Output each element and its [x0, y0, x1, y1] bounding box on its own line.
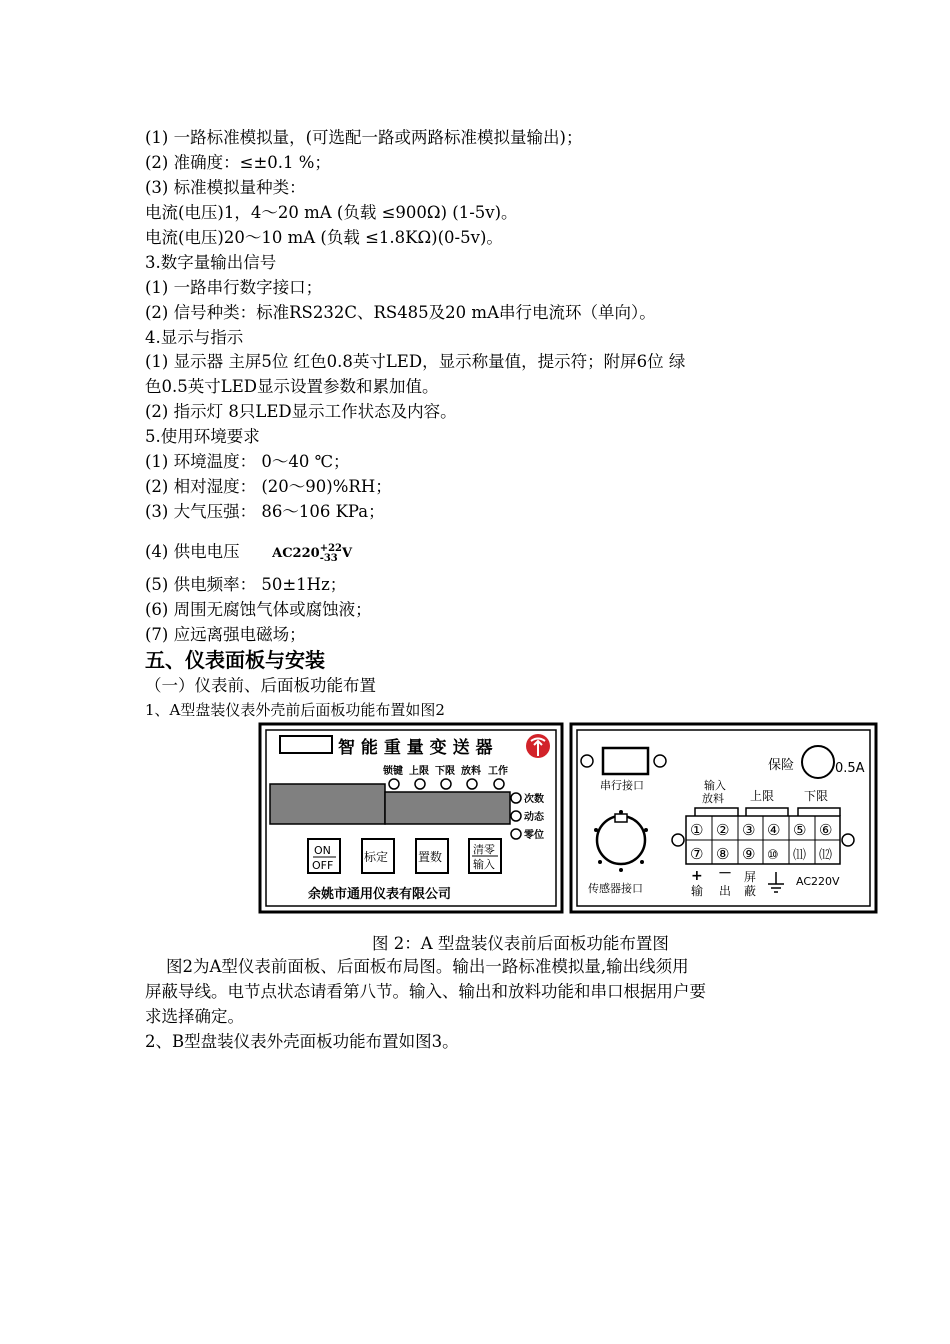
front-small-display — [280, 736, 332, 753]
fuse-holder — [802, 746, 834, 778]
text-line: (3) 大气压强： 86～106 KPa； — [145, 502, 385, 521]
output-label-2: 出 — [719, 884, 732, 898]
back-panel — [571, 724, 876, 912]
text-line: (1) 显示器 主屏5位 红色0.8英寸LED，显示称量值，提示符；附屏6位 绿 — [145, 352, 686, 371]
fuse-value: 0.5A — [835, 761, 865, 776]
indicator-led — [389, 779, 399, 789]
shield-label-1: 屏 — [744, 870, 757, 884]
zero-input-button[interactable] — [469, 839, 501, 873]
main-display — [270, 784, 385, 824]
screw-hole — [654, 755, 666, 767]
side-indicator-led — [511, 829, 521, 839]
company-name: 余姚市通用仪表有限公司 — [308, 887, 452, 902]
indicator-label: 放料 — [461, 766, 481, 777]
power-label: (4) 供电电压 — [145, 542, 240, 561]
paragraph-line: 求选择确定。 — [145, 1007, 244, 1026]
text-line: (3) 标准模拟量种类： — [145, 178, 306, 197]
fuse-label: 保险 — [768, 758, 795, 773]
text-line: 色0.5英寸LED显示设置参数和累加值。 — [145, 377, 439, 396]
terminal-number: ① — [690, 821, 704, 839]
power-plus: +22 — [319, 542, 342, 554]
subsection-title: （一）仪表前、后面板功能布置 — [145, 676, 376, 695]
terminal-number: ⑿ — [819, 848, 833, 863]
set-value-button[interactable] — [416, 839, 448, 873]
aux-display — [385, 792, 510, 824]
terminal-number: ⑤ — [793, 821, 807, 839]
shield-label-2: 蔽 — [744, 884, 757, 898]
power-formula — [272, 542, 353, 564]
text-line: 电流(电压)1，4～20 mA (负载 ≤900Ω) (1-5v)。 — [145, 203, 518, 222]
terminal-number: ② — [716, 821, 730, 839]
text-line: (2) 指示灯 8只LED显示工作状态及内容。 — [145, 402, 457, 421]
discharge-label: 放料 — [702, 792, 724, 805]
power-supply-line — [145, 540, 352, 566]
terminal-number: ⑦ — [690, 845, 704, 863]
side-indicator-label: 次数 — [524, 794, 544, 805]
paragraph-line: 图2为A型仪表前面板、后面板布局图。输出一路标准模拟量,输出线须用 — [145, 957, 689, 976]
terminal-number: ⑥ — [819, 821, 833, 839]
on-off-button[interactable] — [308, 839, 340, 873]
terminal-number: ⑧ — [716, 845, 730, 863]
text-line: (5) 供电频率： 50±1Hz； — [145, 575, 347, 594]
text-line: (7) 应远离强电磁场； — [145, 625, 306, 644]
indicator-label: 下限 — [435, 766, 455, 777]
calibrate-button[interactable] — [362, 839, 394, 873]
svg-text:输入: 输入 — [473, 858, 495, 871]
figure-intro: 1、A型盘装仪表外壳前后面板功能布置如图2 — [145, 701, 445, 719]
svg-text:清零: 清零 — [473, 843, 495, 856]
section-title: 五、仪表面板与安装 — [145, 648, 325, 672]
screw-hole — [842, 834, 854, 846]
sensor-connector — [597, 816, 645, 864]
ac-power-label: AC220V — [796, 875, 840, 888]
indicator-label: 上限 — [409, 766, 429, 777]
svg-text:标定: 标定 — [364, 850, 389, 864]
terminal-number: ⑨ — [742, 845, 756, 863]
upper-limit-label: 上限 — [750, 789, 775, 803]
serial-port-label: 串行接口 — [600, 779, 644, 792]
paragraph-line: 2、B型盘装仪表外壳面板功能布置如图3。 — [145, 1032, 459, 1051]
front-panel — [260, 724, 562, 912]
text-line: (1) 环境温度： 0～40 ℃； — [145, 452, 350, 471]
output-minus-label: － — [718, 866, 732, 882]
terminal-number: ⑩ — [767, 848, 779, 863]
indicator-led — [467, 779, 477, 789]
text-line: (2) 信号种类：标准RS232C、RS485及20 mA串行电流环（单向）。 — [145, 303, 656, 322]
text-line: 电流(电压)20～10 mA (负载 ≤1.8KΩ)(0-5v)。 — [145, 228, 503, 247]
text-line: 5.使用环境要求 — [145, 427, 260, 446]
terminal-number: ④ — [767, 821, 781, 839]
figure-caption: 图 2：A 型盘装仪表前后面板功能布置图 — [372, 934, 669, 953]
text-line: (1) 一路串行数字接口； — [145, 278, 323, 297]
terminal-number: ③ — [742, 821, 756, 839]
paragraph-line: 屏蔽导线。电节点状态请看第八节。输入、输出和放料功能和串口根据用户要 — [145, 982, 706, 1001]
indicator-label: 锁键 — [383, 766, 403, 777]
screw-hole — [581, 755, 593, 767]
svg-text:OFF: OFF — [312, 859, 334, 872]
text-line: 4.显示与指示 — [145, 328, 244, 347]
company-logo — [526, 734, 550, 758]
ground-icon — [768, 872, 784, 892]
indicator-led — [441, 779, 451, 789]
svg-text:ON: ON — [314, 844, 331, 857]
output-label-1: 输 — [691, 884, 704, 898]
indicator-label: 工作 — [488, 766, 508, 777]
text-line: (2) 准确度：≤±0.1 %； — [145, 153, 331, 172]
front-title: 智 能 重 量 变 送 器 — [338, 738, 493, 758]
side-indicator-label: 动态 — [524, 812, 544, 823]
output-plus-label: + — [691, 868, 703, 884]
terminal-number: ⑾ — [793, 848, 807, 863]
power-unit: V — [342, 546, 353, 561]
side-indicator-led — [511, 811, 521, 821]
power-minus: -33 — [319, 552, 338, 564]
power-tolerance — [320, 544, 342, 564]
sensor-port-label: 传感器接口 — [588, 882, 643, 895]
text-line: (2) 相对湿度： (20～90)%RH； — [145, 477, 392, 496]
panel-figure — [258, 722, 878, 916]
text-line: (1) 一路标准模拟量，(可选配一路或两路标准模拟量输出)； — [145, 128, 583, 147]
text-line: 3.数字量输出信号 — [145, 253, 277, 272]
side-indicator-label: 零位 — [524, 830, 544, 841]
indicator-led — [494, 779, 504, 789]
power-ac: AC220 — [272, 546, 320, 561]
side-indicator-led — [511, 793, 521, 803]
input-label: 输入 — [704, 779, 726, 792]
indicator-led — [415, 779, 425, 789]
serial-port — [603, 748, 648, 774]
text-line: (6) 周围无腐蚀气体或腐蚀液； — [145, 600, 372, 619]
lower-limit-label: 下限 — [804, 789, 829, 803]
screw-hole — [672, 834, 684, 846]
svg-text:置数: 置数 — [418, 850, 443, 864]
